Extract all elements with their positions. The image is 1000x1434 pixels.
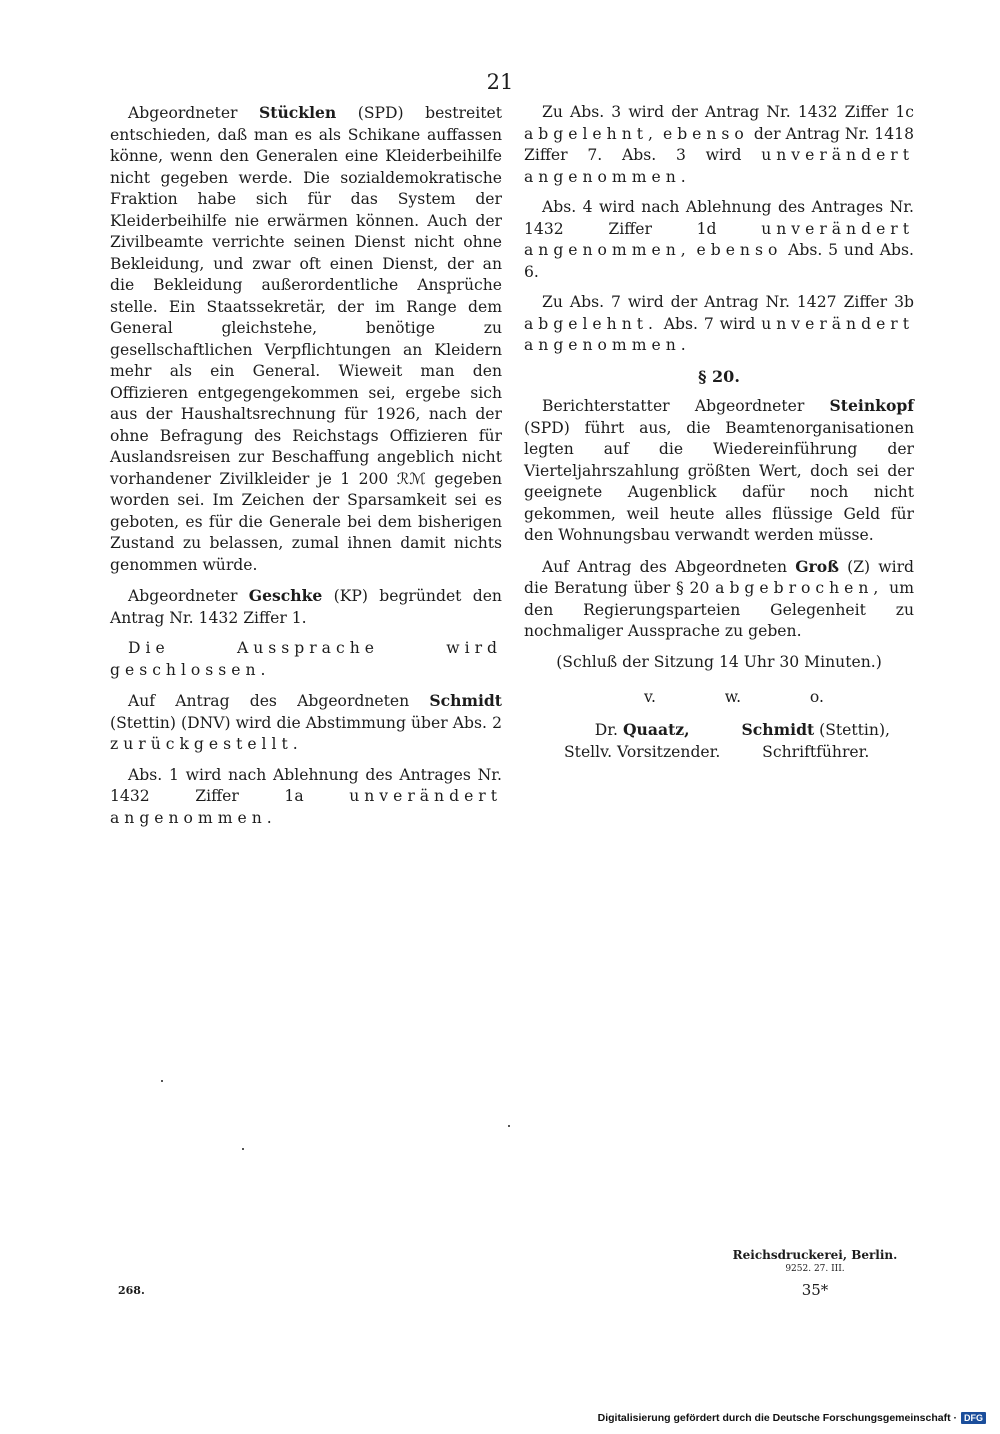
scan-speck: [161, 1080, 163, 1082]
signature-right-surname: Schmidt: [741, 719, 815, 739]
spaced-emphasis: abgelehnt,: [524, 124, 658, 143]
printer-imprint: [700, 1248, 930, 1299]
signature-left: [564, 719, 720, 763]
dfg-logo-icon: DFG: [961, 1412, 986, 1424]
right-column-top: [524, 102, 914, 357]
text-run: um den Regierungsparteien Gelegenheit zu nochmaliger Aussprache zu geben.: [524, 579, 914, 640]
text-run: Auf Antrag des Abgeordneten: [128, 692, 430, 710]
spaced-emphasis: unverändert angenommen.: [524, 314, 914, 354]
vwo-w: w.: [724, 688, 742, 706]
right-column: [524, 102, 914, 763]
signature-left-surname: Quaatz,: [622, 719, 690, 739]
text-run: Berichterstatter Abgeordneter: [542, 397, 830, 415]
digitization-note: [598, 1412, 986, 1424]
closing-note: (Schluß der Sitzung 14 Uhr 30 Minuten.): [556, 652, 882, 671]
spaced-emphasis: Die Aussprache wird geschlossen.: [110, 639, 502, 679]
paragraph: [524, 197, 914, 283]
speaker-name: Stücklen: [258, 103, 337, 122]
spaced-emphasis: unverändert angenommen.: [524, 146, 914, 186]
text-run: Abgeordneter: [128, 587, 249, 605]
spaced-emphasis: unverändert angenommen.: [110, 787, 502, 827]
text-run: Abs. 1 wird nach Ablehnung des Antrages Nr. 1432 Ziffer 1a: [110, 765, 502, 805]
imprint-code: 9252. 27. III.: [785, 1264, 845, 1274]
signature-left-role: Stellv. Vorsitzender.: [564, 742, 721, 761]
signature-left-prefix: Dr.: [594, 720, 623, 739]
text-run: (SPD) führt aus, die Beamtenorganisationen legten auf die Wiedereinführung der Vierteljahrszahlung größten Wert, doch sei der geeignete Augenblick dafür noch nicht gekommen, weil heute alles flüssige Geld für den Wohnungsbau verwandt werden müsse.: [524, 418, 914, 544]
right-column-bottom: [524, 395, 914, 643]
signature-left-name: [564, 719, 720, 741]
text-run: Zu Abs. 7 wird der Antrag Nr. 1427 Ziffer 3b: [542, 293, 914, 311]
text-run: Abs. 4 wird nach Ablehnung des Antrages Nr. 1432 Ziffer 1d: [524, 198, 914, 238]
speaker-name: Steinkopf: [829, 396, 914, 415]
signature-right: [742, 719, 890, 763]
digitization-text: Digitalisierung gefördert durch die Deutsche Forschungsgemeinschaft ·: [597, 1412, 957, 1424]
text-run: (KP) begründet den Antrag Nr. 1432 Ziffer 1.: [110, 587, 502, 627]
text-run: Auf Antrag des Abgeordneten: [542, 557, 796, 576]
signatures: [524, 719, 914, 763]
signature-right-suffix: (Stettin),: [814, 720, 890, 739]
sheet-mark: 35*: [801, 1281, 829, 1299]
text-run: (SPD) bestreitet entschieden, daß man es als Schikane auffassen könne, wenn den Generalen eine Kleiderbeihilfe nicht gegeben werde. Die sozialdemokratische Fraktion habe sich für das System der Kleiderbeihilfe nie erwärmen können. Auch der Zivilbeamte verrichte seinen Dienst nicht ohne Bekleidung, und zwar oft einen Dienst, der an die Bekleidung außerordentliche Ansprüche stelle. Ein Staatssekretär, der im Range dem General gleichstehe, benötige zu gesellschaftlichen Verpflichtungen an Kleidern mehr als ein General. Wieweit man den Offizieren entgegengekommen sei, ergebe sich aus der Haushaltsrechnung für 1926, nach der ohne Befragung des Reichstags Offizieren für Auslandsreisen zur Beschaffung angeblich nicht vorhandener Zivilkleider je 1 200 ℛℳ gegeben worden sei. Im Zeichen der Sparsamkeit sei es geboten, es für die Generale bei dem bisherigen Zustand zu belassen, zumal ihnen damit nichts genommen würde.: [110, 104, 502, 574]
spaced-emphasis: abgebrochen,: [715, 579, 884, 597]
spaced-emphasis: unverändert angenommen,: [524, 219, 914, 259]
scan-speck: [508, 1125, 510, 1127]
text-run: Zu Abs. 3 wird der Antrag Nr. 1432 Ziffer 1c: [542, 103, 914, 121]
signature-right-role: Schriftführer.: [762, 742, 870, 761]
imprint-printer: Reichsdruckerei, Berlin.: [732, 1248, 898, 1262]
speaker-name: Schmidt: [429, 691, 502, 710]
scan-speck: [242, 1148, 244, 1150]
text-run: Abgeordneter: [128, 104, 259, 122]
spaced-emphasis: abgelehnt.: [524, 314, 658, 333]
text-run: (Stettin) (DNV) wird die Abstimmung über Abs. 2: [110, 713, 502, 732]
spaced-emphasis: ebenso: [696, 241, 783, 259]
paragraph: [524, 292, 914, 357]
speaker-name: Geschke: [248, 586, 323, 605]
paragraph: [110, 585, 502, 629]
paragraph: [524, 102, 914, 188]
paragraph: [110, 765, 502, 830]
vwo-line: [524, 687, 914, 709]
text-run: Abs. 7 wird: [657, 314, 762, 333]
signature-right-name: [742, 719, 890, 741]
vwo-o: o.: [809, 688, 824, 706]
spaced-emphasis: zurückgestellt.: [110, 735, 303, 753]
text-run: (Z) wird die Beratung über § 20: [524, 557, 915, 597]
left-column: [110, 102, 502, 838]
paragraph: [110, 102, 502, 576]
page-number: 21: [486, 70, 514, 94]
section-heading: § 20.: [698, 366, 740, 386]
text-run: der Antrag Nr. 1418 Ziffer 7. Abs. 3 wird: [524, 124, 914, 164]
vwo-v: v.: [644, 688, 656, 706]
spaced-emphasis: ebenso: [662, 124, 749, 143]
text-run: Abs. 5 und Abs. 6.: [524, 241, 914, 281]
paragraph: [110, 690, 502, 756]
paragraph: [524, 395, 914, 547]
speaker-name: Groß: [795, 556, 839, 576]
paragraph: [524, 556, 914, 643]
paragraph: [110, 638, 502, 681]
left-footer-number: 268.: [118, 1284, 145, 1297]
